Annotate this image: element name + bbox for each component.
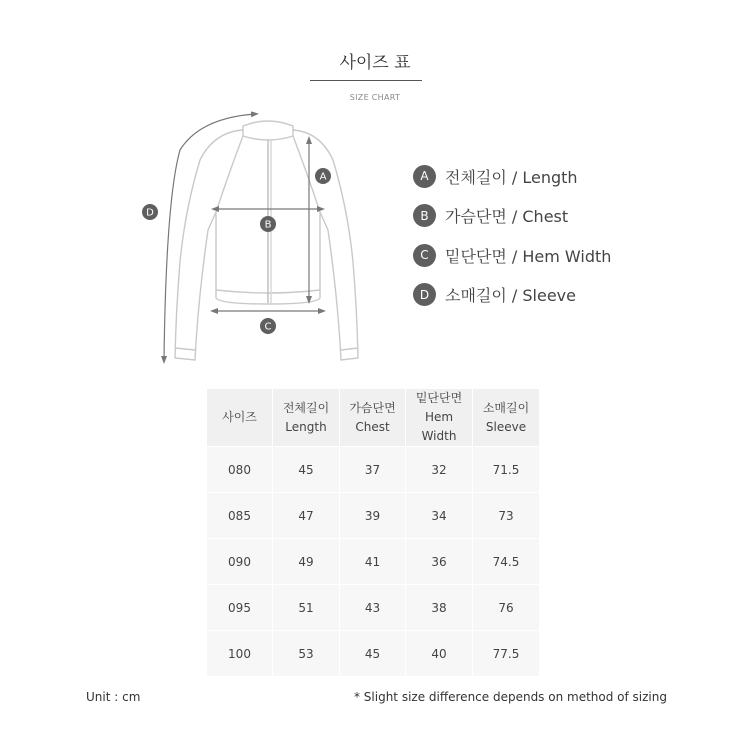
cell-hem-width: 32	[406, 447, 473, 493]
cell-size: 080	[207, 447, 273, 493]
size-table	[206, 388, 540, 677]
cell-hem-width: 34	[406, 493, 473, 539]
cell-sleeve: 74.5	[473, 539, 540, 585]
cell-sleeve: 71.5	[473, 447, 540, 493]
marker-a-label: A	[319, 171, 327, 183]
cell-hem-width: 36	[406, 539, 473, 585]
sizing-disclaimer: * Slight size difference depends on method of sizing	[353, 690, 667, 704]
header-hem-width: 밑단단면 Hem Width	[406, 389, 473, 447]
table-row	[207, 493, 540, 539]
header-sleeve: 소매길이 Sleeve	[473, 389, 540, 447]
page-subtitle: SIZE CHART	[349, 93, 401, 102]
table-row	[207, 585, 540, 631]
sleeve-arrow	[164, 114, 255, 360]
badge-a: A	[413, 165, 436, 188]
legend-label: 가슴단면 / Chest	[445, 207, 569, 226]
header-size: 사이즈	[207, 389, 273, 447]
cell-sleeve: 73	[473, 493, 540, 539]
cell-size: 090	[207, 539, 273, 585]
legend-label: 밑단단면 / Hem Width	[445, 246, 612, 266]
legend-label: 전체길이 / Length	[445, 167, 578, 187]
cell-length: 45	[273, 447, 340, 493]
marker-d-label: D	[146, 207, 154, 219]
cell-chest: 41	[340, 539, 406, 585]
cell-length: 53	[273, 631, 340, 677]
page-title: 사이즈 표	[339, 53, 411, 73]
marker-c-label: C	[264, 321, 272, 333]
cell-size: 095	[207, 585, 273, 631]
marker-b-label: B	[264, 219, 272, 231]
badge-d: D	[413, 283, 436, 306]
badge-b: B	[413, 204, 436, 227]
cell-chest: 43	[340, 585, 406, 631]
table-row	[207, 631, 540, 677]
cell-chest: 39	[340, 493, 406, 539]
cell-sleeve: 76	[473, 585, 540, 631]
legend-item-length	[413, 162, 611, 190]
cell-hem-width: 38	[406, 585, 473, 631]
unit-note: Unit : cm	[86, 690, 141, 704]
legend-item-sleeve	[413, 281, 611, 309]
measurement-legend	[413, 162, 611, 320]
legend-item-hem-width	[413, 241, 611, 269]
legend-label: 소매길이 / Sleeve	[445, 286, 576, 305]
legend-item-chest	[413, 202, 611, 230]
cell-length: 47	[273, 493, 340, 539]
badge-c: C	[413, 244, 436, 267]
cell-hem-width: 40	[406, 631, 473, 677]
cell-chest: 37	[340, 447, 406, 493]
table-header-row	[207, 389, 540, 447]
cell-length: 51	[273, 585, 340, 631]
cell-length: 49	[273, 539, 340, 585]
header-chest: 가슴단면 Chest	[340, 389, 406, 447]
cell-chest: 45	[340, 631, 406, 677]
table-row	[207, 447, 540, 493]
diagram-markers	[142, 168, 331, 334]
table-row	[207, 539, 540, 585]
cell-size: 100	[207, 631, 273, 677]
cell-sleeve: 77.5	[473, 631, 540, 677]
cell-size: 085	[207, 493, 273, 539]
header-length: 전체길이 Length	[273, 389, 340, 447]
